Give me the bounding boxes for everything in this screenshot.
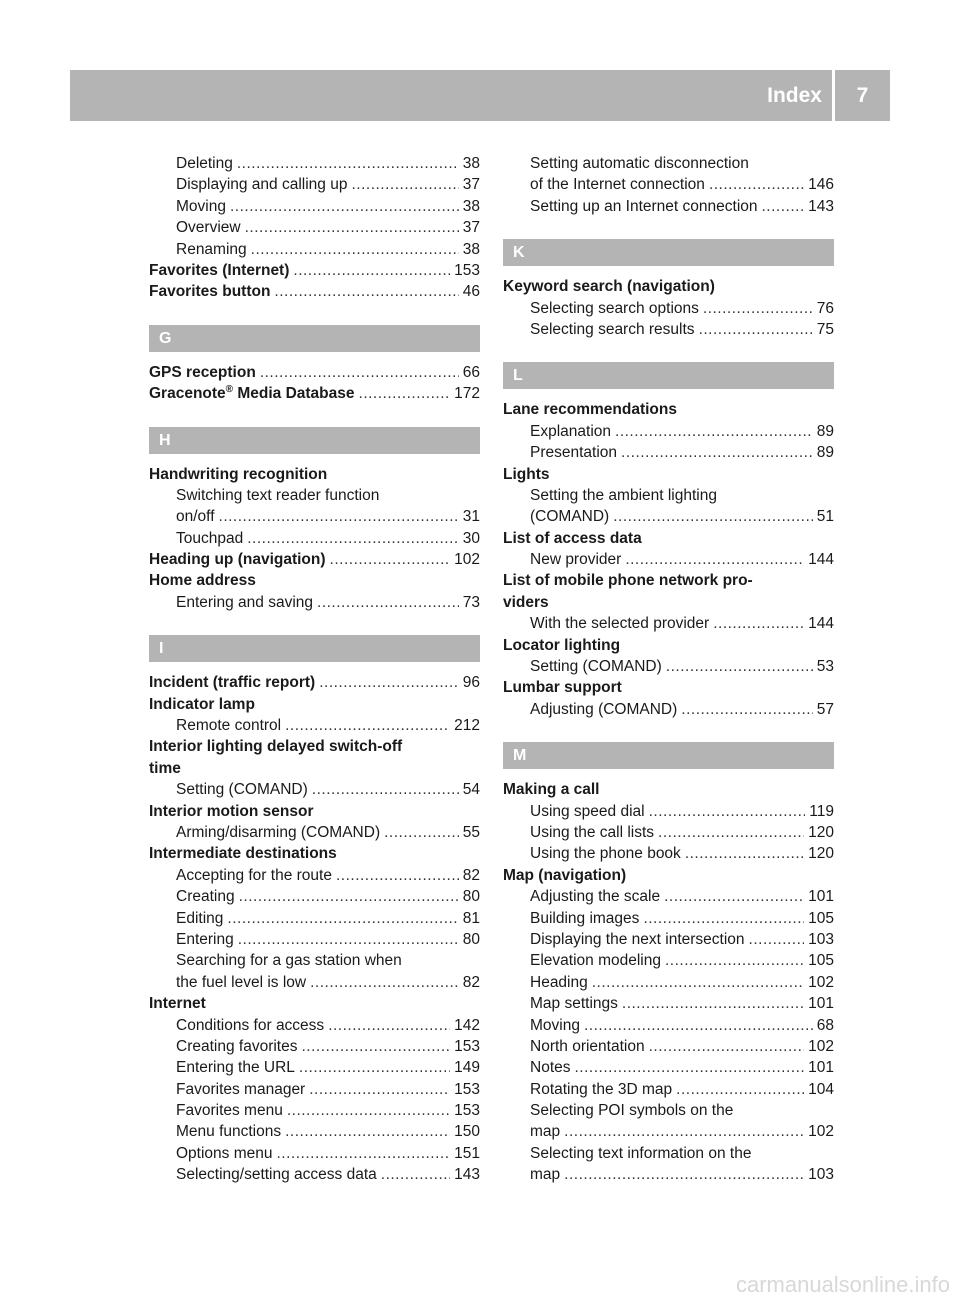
index-entry	[149, 1143, 480, 1164]
index-entry	[149, 239, 480, 260]
page-reference: 105	[808, 909, 834, 927]
leader-dots	[227, 908, 458, 929]
index-entry	[503, 950, 834, 971]
index-entry	[149, 1121, 480, 1142]
leader-dots	[359, 383, 451, 404]
index-entry	[149, 383, 480, 404]
page-reference: 73	[462, 593, 480, 611]
index-term: Interior motion sensor	[149, 802, 314, 820]
leader-dots	[319, 672, 459, 693]
index-term: Keyword search (navigation)	[503, 278, 715, 296]
index-entry	[503, 886, 834, 907]
index-term: With the selected provider	[530, 615, 710, 633]
watermark: carmanualsonline.info	[735, 1272, 950, 1297]
leader-dots	[762, 196, 805, 217]
page-reference: 82	[462, 973, 480, 991]
index-term: Locator lighting	[503, 636, 621, 654]
leader-dots	[625, 549, 804, 570]
page-reference: 151	[454, 1144, 480, 1162]
leader-dots	[285, 1121, 450, 1142]
index-term: Selecting search results	[530, 320, 695, 338]
leader-dots	[381, 1164, 450, 1185]
index-entry	[503, 506, 834, 527]
index-entry	[149, 1164, 480, 1185]
index-term: Touchpad	[176, 529, 244, 547]
page-reference: 81	[462, 909, 480, 927]
leader-dots	[564, 1164, 804, 1185]
index-term: Setting (COMAND)	[176, 781, 308, 799]
page-reference: 120	[808, 823, 834, 841]
index-entry	[149, 972, 480, 993]
index-entry	[149, 592, 480, 613]
leader-dots	[592, 972, 804, 993]
index-term: Heading	[530, 973, 588, 991]
page-reference: 104	[808, 1080, 834, 1098]
index-entry	[149, 929, 480, 950]
index-entry	[149, 886, 480, 907]
index-entry	[503, 865, 834, 886]
index-term: time	[149, 759, 181, 777]
index-entry	[503, 196, 834, 217]
leader-dots	[309, 1079, 450, 1100]
index-term: Heading up (navigation)	[149, 551, 326, 569]
leader-dots	[384, 822, 459, 843]
index-term: Home address	[149, 572, 256, 590]
index-entry	[149, 993, 480, 1014]
index-term: Using speed dial	[530, 802, 645, 820]
leader-dots	[237, 153, 459, 174]
index-entry	[149, 1036, 480, 1057]
index-entry	[503, 528, 834, 549]
index-entry	[149, 1079, 480, 1100]
index-entry	[503, 801, 834, 822]
index-term: Entering	[176, 930, 234, 948]
index-column-left	[149, 153, 480, 1186]
index-column-right	[503, 153, 834, 1186]
page-reference: 38	[462, 197, 480, 215]
index-entry	[149, 362, 480, 383]
index-entry	[149, 843, 480, 864]
leader-dots	[336, 865, 459, 886]
index-entry	[503, 1079, 834, 1100]
index-term: Setting automatic disconnection	[530, 155, 749, 172]
leader-dots	[351, 174, 458, 195]
index-entry	[503, 1100, 834, 1121]
page-reference: 54	[462, 781, 480, 799]
page-reference: 80	[462, 888, 480, 906]
page-reference: 37	[462, 219, 480, 237]
section-letter-k: K	[503, 239, 834, 266]
index-term: on/off	[176, 508, 215, 526]
page-reference: 38	[462, 155, 480, 172]
index-entry	[149, 570, 480, 591]
page-reference: 146	[808, 176, 834, 194]
section-letter-i: I	[149, 635, 480, 662]
index-entry	[503, 1164, 834, 1185]
page-reference: 96	[462, 674, 480, 692]
index-term: Building images	[530, 909, 640, 927]
page-reference: 143	[454, 1166, 480, 1184]
leader-dots	[575, 1057, 805, 1078]
index-term: Favorites (Internet)	[149, 261, 290, 279]
leader-dots	[622, 993, 804, 1014]
index-term: Making a call	[503, 781, 600, 799]
index-entry	[149, 549, 480, 570]
index-term: Switching text reader function	[176, 486, 380, 504]
index-term: map	[530, 1166, 561, 1184]
index-term: Deleting	[176, 155, 233, 172]
index-term: GPS reception	[149, 363, 256, 381]
index-entry	[503, 442, 834, 463]
index-term: Selecting POI symbols on the	[530, 1102, 734, 1120]
index-entry	[503, 549, 834, 570]
index-term: Notes	[530, 1059, 571, 1077]
index-term: Entering the URL	[176, 1059, 295, 1077]
index-entry	[149, 1057, 480, 1078]
index-term: Displaying the next intersection	[530, 930, 745, 948]
page-reference: 51	[816, 508, 834, 526]
section-letter-g: G	[149, 325, 480, 352]
page-reference: 105	[808, 952, 834, 970]
index-term: Incident (traffic report)	[149, 674, 316, 692]
page-reference: 75	[816, 320, 834, 338]
leader-dots	[219, 506, 459, 527]
leader-dots	[615, 421, 813, 442]
index-term: List of mobile phone network pro-	[503, 572, 753, 590]
index-entry	[503, 319, 834, 340]
page-reference: 53	[816, 658, 834, 676]
index-entry	[149, 758, 480, 779]
leader-dots	[658, 822, 804, 843]
index-entry	[503, 908, 834, 929]
page-reference: 102	[454, 551, 480, 569]
page-reference: 102	[808, 1037, 834, 1055]
index-term: Remote control	[176, 717, 282, 735]
index-entry	[149, 822, 480, 843]
leader-dots	[621, 442, 813, 463]
index-entry	[149, 506, 480, 527]
index-term: Moving	[176, 197, 226, 215]
index-entry	[149, 801, 480, 822]
leader-dots	[239, 886, 459, 907]
index-entry	[503, 1015, 834, 1036]
index-entry	[149, 464, 480, 485]
leader-dots	[643, 908, 804, 929]
index-entry	[149, 950, 480, 971]
index-entry	[503, 635, 834, 656]
leader-dots	[649, 801, 806, 822]
index-term: Adjusting the scale	[530, 888, 661, 906]
index-entry	[503, 276, 834, 297]
index-term: Presentation	[530, 444, 618, 462]
index-term: Favorites manager	[176, 1080, 306, 1098]
leader-dots	[649, 1036, 805, 1057]
index-term: Editing	[176, 909, 224, 927]
leader-dots	[665, 950, 804, 971]
index-term: Internet	[149, 995, 206, 1013]
index-entry	[503, 843, 834, 864]
index-entry	[149, 485, 480, 506]
index-entry	[503, 421, 834, 442]
index-entry	[149, 528, 480, 549]
page-reference: 57	[816, 700, 834, 718]
index-entry	[149, 153, 480, 174]
index-entry	[503, 779, 834, 800]
leader-dots	[230, 196, 459, 217]
page-reference: 101	[808, 995, 834, 1013]
leader-dots	[749, 929, 805, 950]
page-reference: 66	[462, 363, 480, 381]
leader-dots	[703, 298, 813, 319]
leader-dots	[713, 613, 804, 634]
page-reference: 82	[462, 866, 480, 884]
index-term: Gracenote® Media Database	[149, 383, 355, 403]
index-term: New provider	[530, 551, 622, 569]
page-reference: 30	[462, 529, 480, 547]
index-term: Arming/disarming (COMAND)	[176, 823, 381, 841]
index-term: Indicator lamp	[149, 695, 255, 713]
index-entry	[149, 281, 480, 302]
leader-dots	[247, 528, 459, 549]
index-term: the fuel level is low	[176, 973, 307, 991]
index-entry	[503, 613, 834, 634]
index-entry	[149, 779, 480, 800]
index-entry	[503, 1036, 834, 1057]
leader-dots	[312, 779, 459, 800]
leader-dots	[274, 281, 458, 302]
page-reference: 153	[454, 1080, 480, 1098]
leader-dots	[328, 1015, 450, 1036]
leader-dots	[666, 656, 813, 677]
index-entry	[503, 570, 834, 591]
leader-dots	[584, 1015, 813, 1036]
page-reference: 150	[454, 1123, 480, 1141]
leader-dots	[293, 260, 450, 281]
index-entry	[503, 972, 834, 993]
index-term: Searching for a gas station when	[176, 952, 402, 970]
page-reference: 89	[816, 422, 834, 440]
index-term: Options menu	[176, 1144, 273, 1162]
leader-dots	[260, 362, 459, 383]
page-reference: 101	[808, 1059, 834, 1077]
index-term: Lumbar support	[503, 679, 622, 697]
index-term: of the Internet connection	[530, 176, 705, 194]
page-reference: 119	[809, 802, 834, 820]
index-entry	[503, 993, 834, 1014]
index-term: Lights	[503, 465, 550, 483]
leader-dots	[564, 1121, 804, 1142]
index-term: Rotating the 3D map	[530, 1080, 673, 1098]
index-entry	[503, 464, 834, 485]
leader-dots	[664, 886, 804, 907]
index-term: Lane recommendations	[503, 401, 677, 419]
page-reference: 144	[808, 615, 834, 633]
index-entry	[149, 908, 480, 929]
leader-dots	[330, 549, 451, 570]
page-reference: 68	[816, 1016, 834, 1034]
section-letter-l: L	[503, 362, 834, 389]
index-term: Accepting for the route	[176, 866, 332, 884]
index-entry	[503, 399, 834, 420]
page-reference: 38	[462, 240, 480, 258]
index-term: Renaming	[176, 240, 247, 258]
index-entry	[149, 174, 480, 195]
index-term: Favorites button	[149, 283, 271, 301]
index-entry	[503, 1143, 834, 1164]
index-term: map	[530, 1123, 561, 1141]
index-term: Intermediate destinations	[149, 845, 337, 863]
page-reference: 101	[808, 888, 834, 906]
page-reference: 37	[462, 176, 480, 194]
index-entry	[503, 1057, 834, 1078]
index-term: viders	[503, 593, 549, 611]
index-entry	[149, 715, 480, 736]
index-entry	[149, 1100, 480, 1121]
page-reference: 149	[454, 1059, 480, 1077]
index-entry	[503, 298, 834, 319]
index-term: Elevation modeling	[530, 952, 661, 970]
page-reference: 55	[462, 823, 480, 841]
index-term: Overview	[176, 219, 241, 237]
index-term: Displaying and calling up	[176, 176, 348, 194]
index-term: Handwriting recognition	[149, 465, 328, 483]
leader-dots	[709, 174, 804, 195]
index-entry	[149, 736, 480, 757]
page-reference: 102	[808, 973, 834, 991]
leader-dots	[299, 1057, 450, 1078]
page-reference: 144	[808, 551, 834, 569]
leader-dots	[317, 592, 459, 613]
leader-dots	[699, 319, 813, 340]
leader-dots	[251, 239, 459, 260]
leader-dots	[613, 506, 813, 527]
section-letter-m: M	[503, 742, 834, 769]
index-entry	[503, 656, 834, 677]
index-entry	[149, 672, 480, 693]
index-term: Moving	[530, 1016, 580, 1034]
index-entry	[149, 260, 480, 281]
index-term: Selecting/setting access data	[176, 1166, 377, 1184]
index-term: Map (navigation)	[503, 866, 627, 884]
index-term: Setting up an Internet connection	[530, 197, 758, 215]
page-reference: 153	[454, 1037, 480, 1055]
index-term: Creating	[176, 888, 235, 906]
page-reference: 120	[808, 845, 834, 863]
index-term: Explanation	[530, 422, 612, 440]
index-term: North orientation	[530, 1037, 645, 1055]
index-entry	[503, 592, 834, 613]
index-term: Favorites menu	[176, 1102, 283, 1120]
page-reference: 76	[816, 299, 834, 317]
index-entry	[149, 694, 480, 715]
index-entry	[149, 1015, 480, 1036]
leader-dots	[676, 1079, 804, 1100]
leader-dots	[287, 1100, 450, 1121]
page-reference: 143	[808, 197, 834, 215]
index-term: Conditions for access	[176, 1016, 325, 1034]
page-reference: 142	[454, 1016, 480, 1034]
index-term: Selecting search options	[530, 299, 699, 317]
index-entry	[503, 822, 834, 843]
index-term: (COMAND)	[530, 508, 610, 526]
index-term: Map settings	[530, 995, 618, 1013]
index-term: Selecting text information on the	[530, 1144, 752, 1162]
page-reference: 172	[454, 385, 480, 403]
page-reference: 103	[808, 1166, 834, 1184]
index-entry	[503, 174, 834, 195]
index-term: Using the phone book	[530, 845, 681, 863]
leader-dots	[310, 972, 459, 993]
leader-dots	[238, 929, 459, 950]
page-reference: 153	[454, 1102, 480, 1120]
index-term: Using the call lists	[530, 823, 655, 841]
leader-dots	[685, 843, 804, 864]
page-reference: 153	[454, 261, 480, 279]
index-entry	[149, 217, 480, 238]
page-reference: 80	[462, 930, 480, 948]
index-term: Entering and saving	[176, 593, 314, 611]
leader-dots	[245, 217, 459, 238]
index-entry	[503, 485, 834, 506]
index-entry	[503, 929, 834, 950]
page-number: 7	[856, 84, 869, 107]
index-entry	[149, 865, 480, 886]
index-entry	[149, 196, 480, 217]
index-entry	[503, 699, 834, 720]
leader-dots	[277, 1143, 451, 1164]
page-title: Index	[767, 84, 822, 107]
page-reference: 103	[808, 930, 834, 948]
page-reference: 89	[816, 444, 834, 462]
page-reference: 102	[808, 1123, 834, 1141]
page-reference: 46	[462, 283, 480, 301]
index-entry	[503, 677, 834, 698]
leader-dots	[681, 699, 812, 720]
leader-dots	[301, 1036, 450, 1057]
index-term: List of access data	[503, 529, 642, 547]
index-term: Menu functions	[176, 1123, 282, 1141]
index-term: Creating favorites	[176, 1037, 298, 1055]
index-term: Interior lighting delayed switch-off	[149, 738, 403, 756]
leader-dots	[285, 715, 450, 736]
section-letter-h: H	[149, 427, 480, 454]
index-term: Setting the ambient lighting	[530, 486, 717, 504]
index-entry	[503, 153, 834, 174]
index-term: Setting (COMAND)	[530, 658, 662, 676]
page-reference: 212	[454, 717, 480, 735]
index-entry	[503, 1121, 834, 1142]
index-term: Adjusting (COMAND)	[530, 700, 678, 718]
page-reference: 31	[462, 508, 480, 526]
